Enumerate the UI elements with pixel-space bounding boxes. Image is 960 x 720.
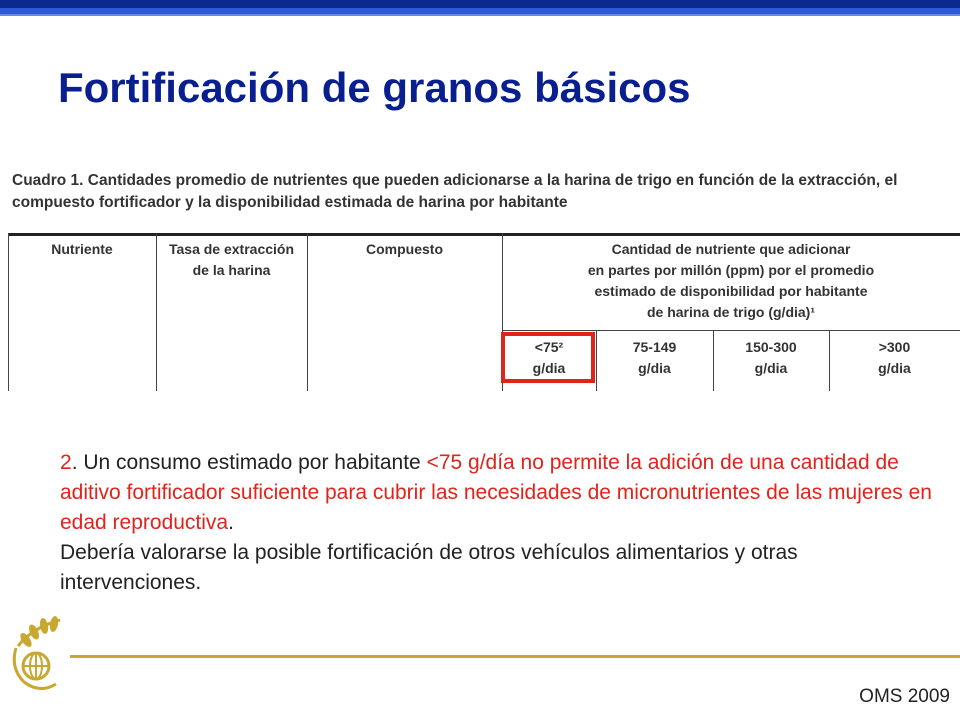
footnote-number: 2 [60,451,72,474]
top-banner-bar [0,0,960,8]
footer-divider [70,655,960,658]
header-amount-line1: Cantidad de nutriente que adicionar [611,241,851,257]
table-caption: Cuadro 1. Cantidades promedio de nutrientes que pueden adicionarse a la harina de trigo en función de la extracción, el compuesto fortificador y la disponibilidad estimada de harina por habitante [12,172,898,211]
header-amount [502,239,960,323]
wheat-globe-logo-icon [6,612,70,704]
nutrient-table [8,233,960,391]
consumption-range: 150-300 [745,339,797,355]
table-top-rule [8,233,960,236]
footnote-text [60,448,940,598]
header-amount-line3: estimado de disponibilidad por habitante [594,283,868,299]
consumption-column-header [713,337,829,379]
consumption-range: >300 [878,339,911,355]
source-label: OMS 2009 [859,686,950,707]
consumption-unit: g/dia [532,360,566,376]
footnote-period: . [228,511,234,534]
table-subheader-rule [502,330,960,331]
highlight-box [501,332,595,383]
slide-title: Fortificación de granos básicos [58,64,691,111]
header-amount-line4: de harina de trigo (g/dia)¹ [646,304,815,320]
footnote-intro: . Un consumo estimado por habitante [71,451,427,474]
top-banner-line [0,14,960,16]
consumption-unit: g/dia [878,360,911,376]
header-extraction-line2: de la harina [192,262,271,278]
consumption-range: <75² [534,339,564,355]
consumption-range: 75-149 [632,339,677,355]
consumption-unit: g/dia [754,360,788,376]
header-extraction-line1: Tasa de extracción [168,241,295,257]
consumption-column-header [596,337,713,379]
consumption-column-header [829,337,960,379]
footnote-rest: Debería valorarse la posible fortificación de otros vehículos alimentarios y otras intervenciones. [60,541,798,594]
header-extraction [156,239,307,281]
header-amount-line2: en partes por millón (ppm) por el promedio [587,262,875,278]
footnote-highlight: <75 g/día no permite la adición de una cantidad de aditivo fortificador suficiente para cubrir las necesidades de micronutrientes de las mujeres en edad reproductiva [60,451,932,534]
header-compound: Compuesto [366,241,443,257]
consumption-unit: g/dia [638,360,671,376]
header-nutrient: Nutriente [51,241,113,257]
